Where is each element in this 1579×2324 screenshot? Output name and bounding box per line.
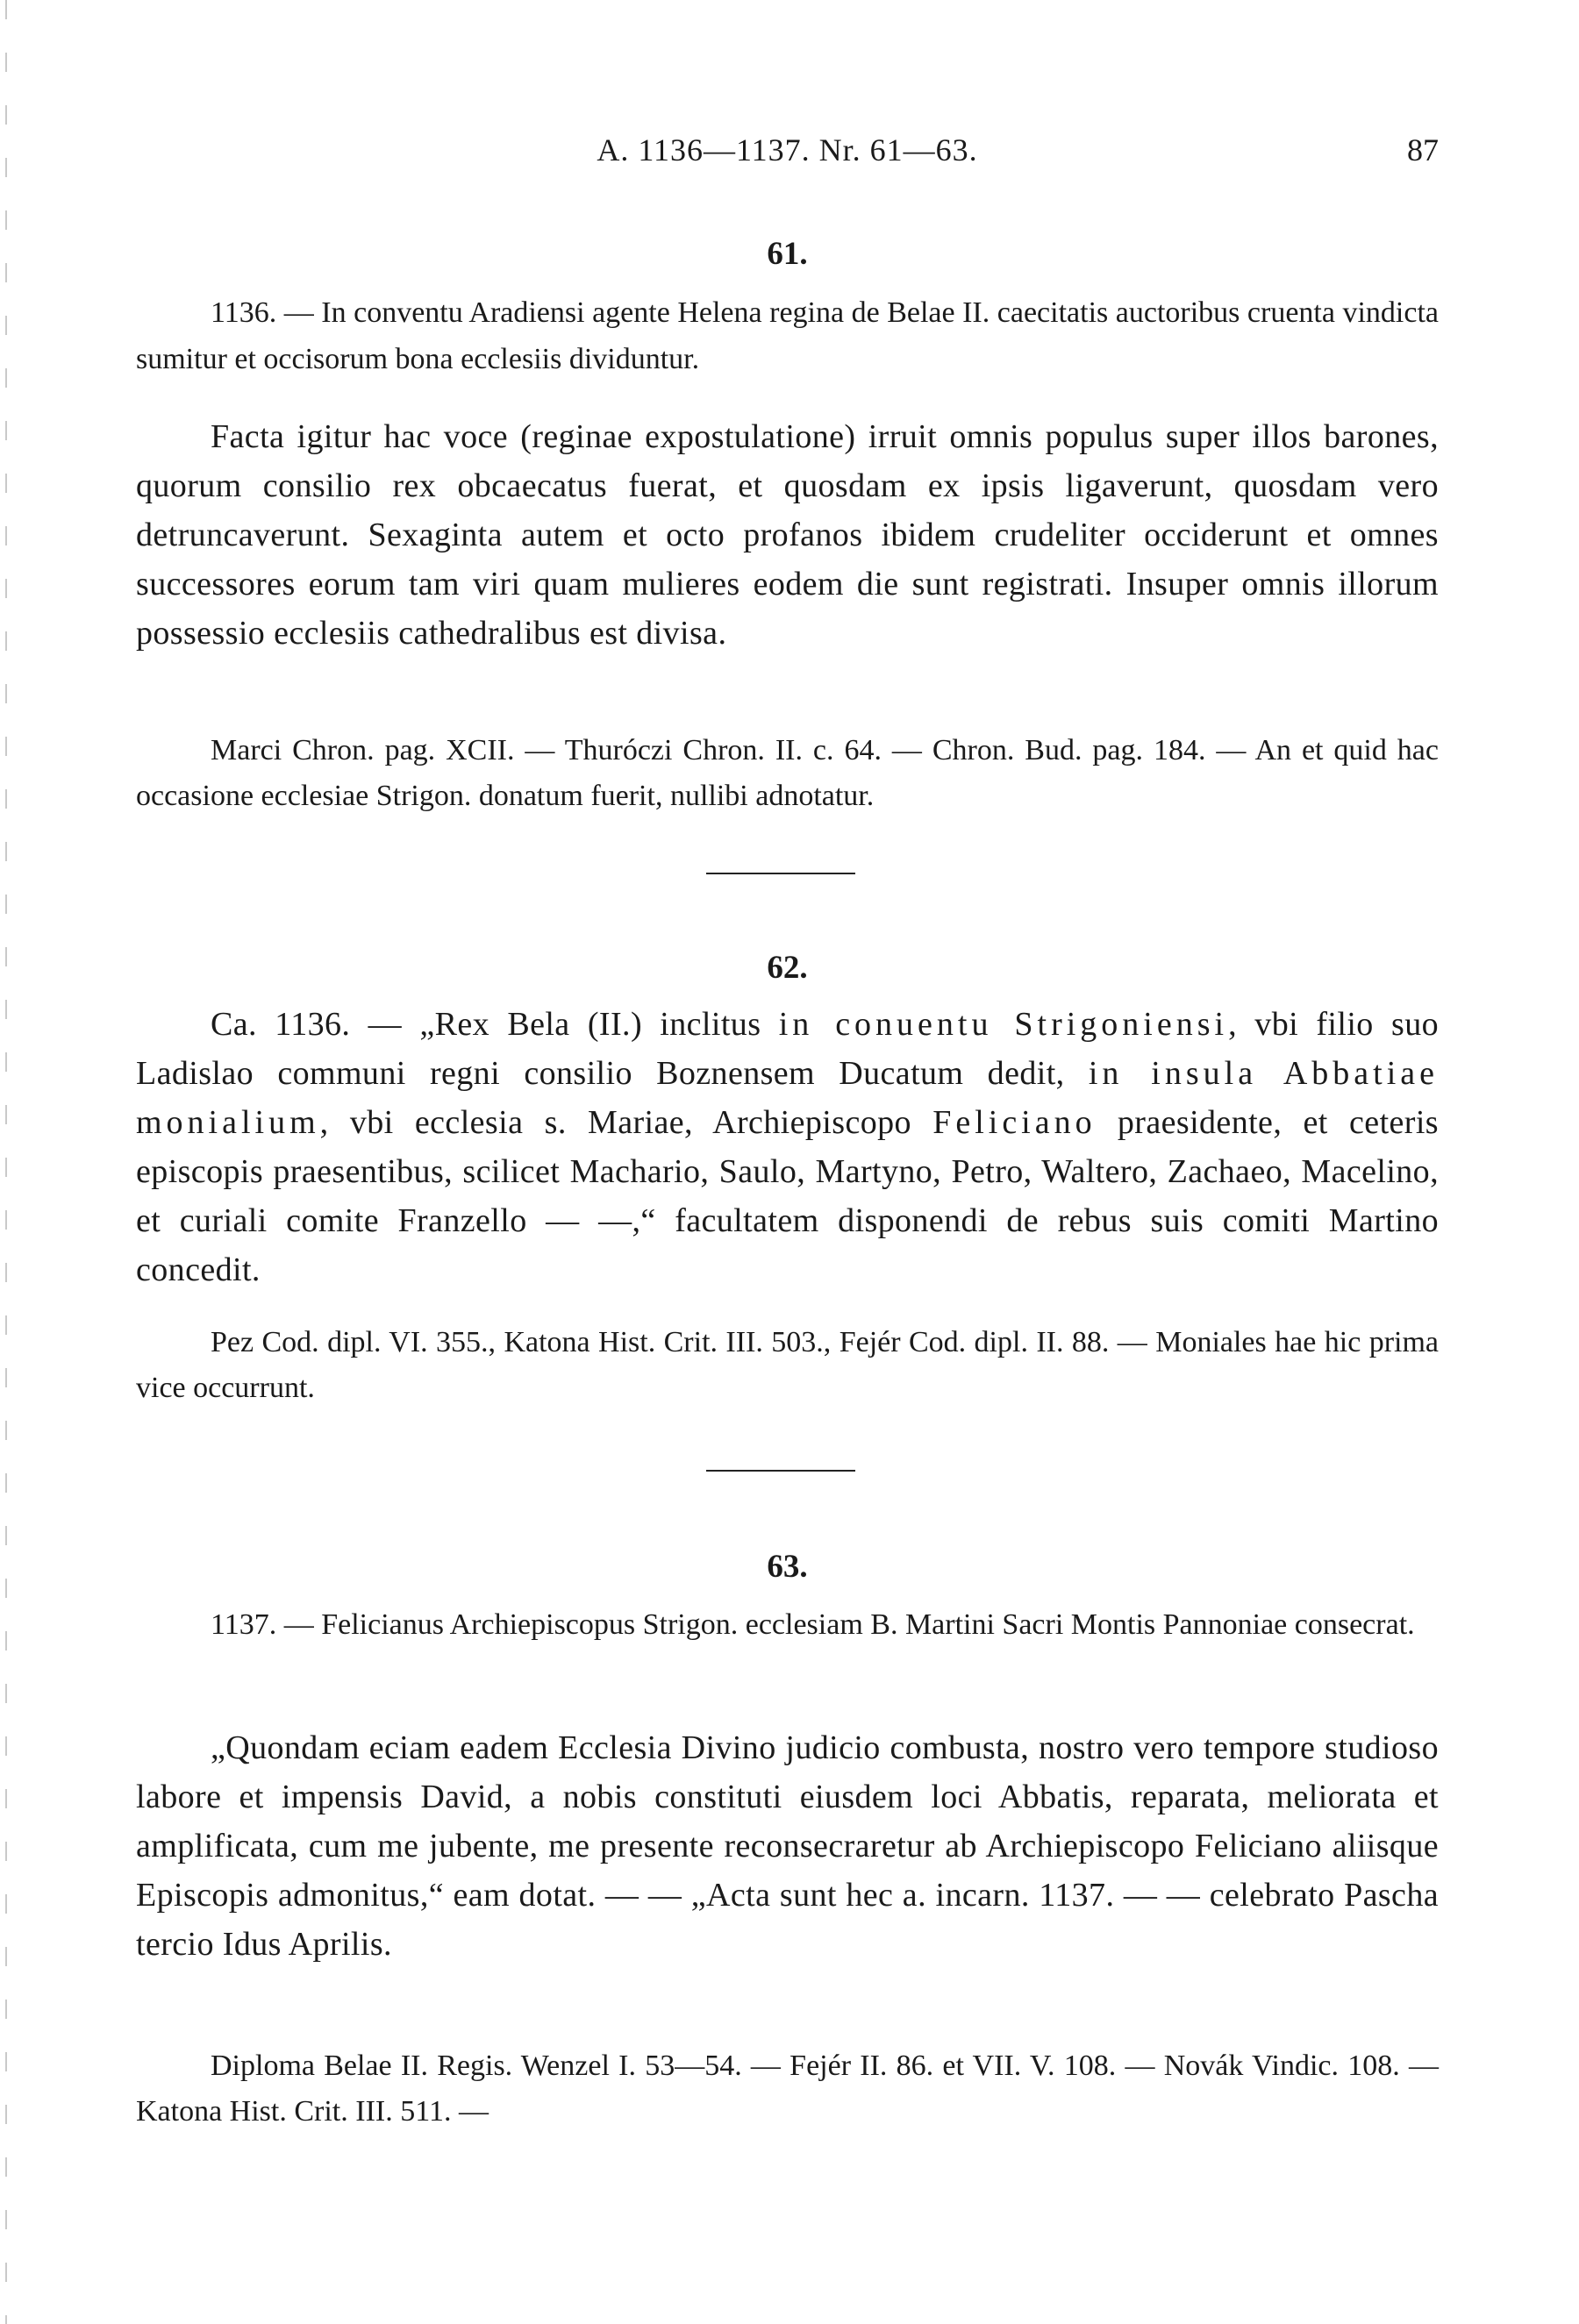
entry-61-sources: Marci Chron. pag. XCII. — Thuróczi Chron. II. c. 64. — Chron. Bud. pag. 184. — An et quid hac occasione ecclesiae Strigon. donatum fuerit, nullibi adnotatur. (136, 734, 1439, 812)
entry-62-text (136, 1000, 1439, 1294)
page-number: 87 (1407, 132, 1439, 168)
entry-61-text: Facta igitur hac voce (reginae expostulatione) irruit omnis populus super illos barones, quorum consilio rex obcaecatus fuerat, et quosdam ex ipsis ligaverunt, quosdam vero detruncaverunt. Sexaginta autem et octo profanos ibidem crudeliter occiderunt et omnes successores eorum tam viri quam mulieres eodem die sunt registrati. Insuper omnis illorum possessio ecclesiis cathedralibus est divisa. (136, 418, 1439, 652)
page-header (136, 132, 1439, 175)
spaced-text: in insula Abbatiae monialium (136, 1055, 1439, 1141)
text-part: praesidente, et ceteris episcopis praesentibus, scilicet Machario, Saulo, Martyno, Petro, Waltero, Zachaeo, Macelino, et curiali comite Franzello — —,“ facultatem disponendi de rebus suis comiti Martino concedit. (136, 1104, 1439, 1288)
entry-63-number: 63. (767, 1549, 808, 1585)
entry-61-regest: 1136. — In conventu Aradiensi agente Helena regina de Belae II. caecitatis auctoribus cruenta vindicta sumitur et occisorum bona ecclesiis dividuntur. (136, 296, 1439, 375)
scan-edge-marks (5, 0, 7, 2324)
entry-63-text: „Quondam eciam eadem Ecclesia Divino judicio combusta, nostro vero tempore studioso labore et impensis David, a nobis constituti eiusdem loci Abbatis, reparata, meliorata et amplificata, cum me jubente, me presente reconsecraretur ab Archiepiscopo Feliciano aliisque Episcopis admonitus,“ eam dotat. — — „Acta sunt hec a. incarn. 1137. — — celebrato Pascha tercio Idus Aprilis. (136, 1729, 1439, 1963)
text-part: , vbi filio suo Ladislao communi regni consilio Boznensem Ducatum dedit, (136, 1006, 1439, 1092)
entry-62-sources: Pez Cod. dipl. VI. 355., Katona Hist. Crit. III. 503., Fejér Cod. dipl. II. 88. — Moniales hae hic prima vice occurrunt. (136, 1326, 1439, 1404)
text-part: Ca. 1136. — „Rex Bela (II.) inclitus (211, 1006, 779, 1043)
separator-rule (706, 1470, 855, 1472)
entry-63-sources: Diploma Belae II. Regis. Wenzel I. 53—54. — Fejér II. 86. et VII. V. 108. — Novák Vindic. 108. — Katona Hist. Crit. III. 511. — (136, 2050, 1439, 2128)
entry-62-number: 62. (767, 950, 808, 986)
running-title: A. 1136—1137. Nr. 61—63. (597, 132, 978, 168)
text-part: , vbi ecclesia s. Mariae, Archiepiscopo (319, 1104, 933, 1141)
document-page (136, 0, 1439, 2324)
separator-rule (706, 873, 855, 874)
spaced-text: in conuentu Strigoniensi (778, 1006, 1229, 1043)
entry-61-number: 61. (767, 236, 808, 272)
spaced-text: Feliciano (932, 1104, 1097, 1141)
entry-63-regest: 1137. — Felicianus Archiepiscopus Strigon. ecclesiam B. Martini Sacri Montis Pannoniae consecrat. (211, 1608, 1415, 1641)
